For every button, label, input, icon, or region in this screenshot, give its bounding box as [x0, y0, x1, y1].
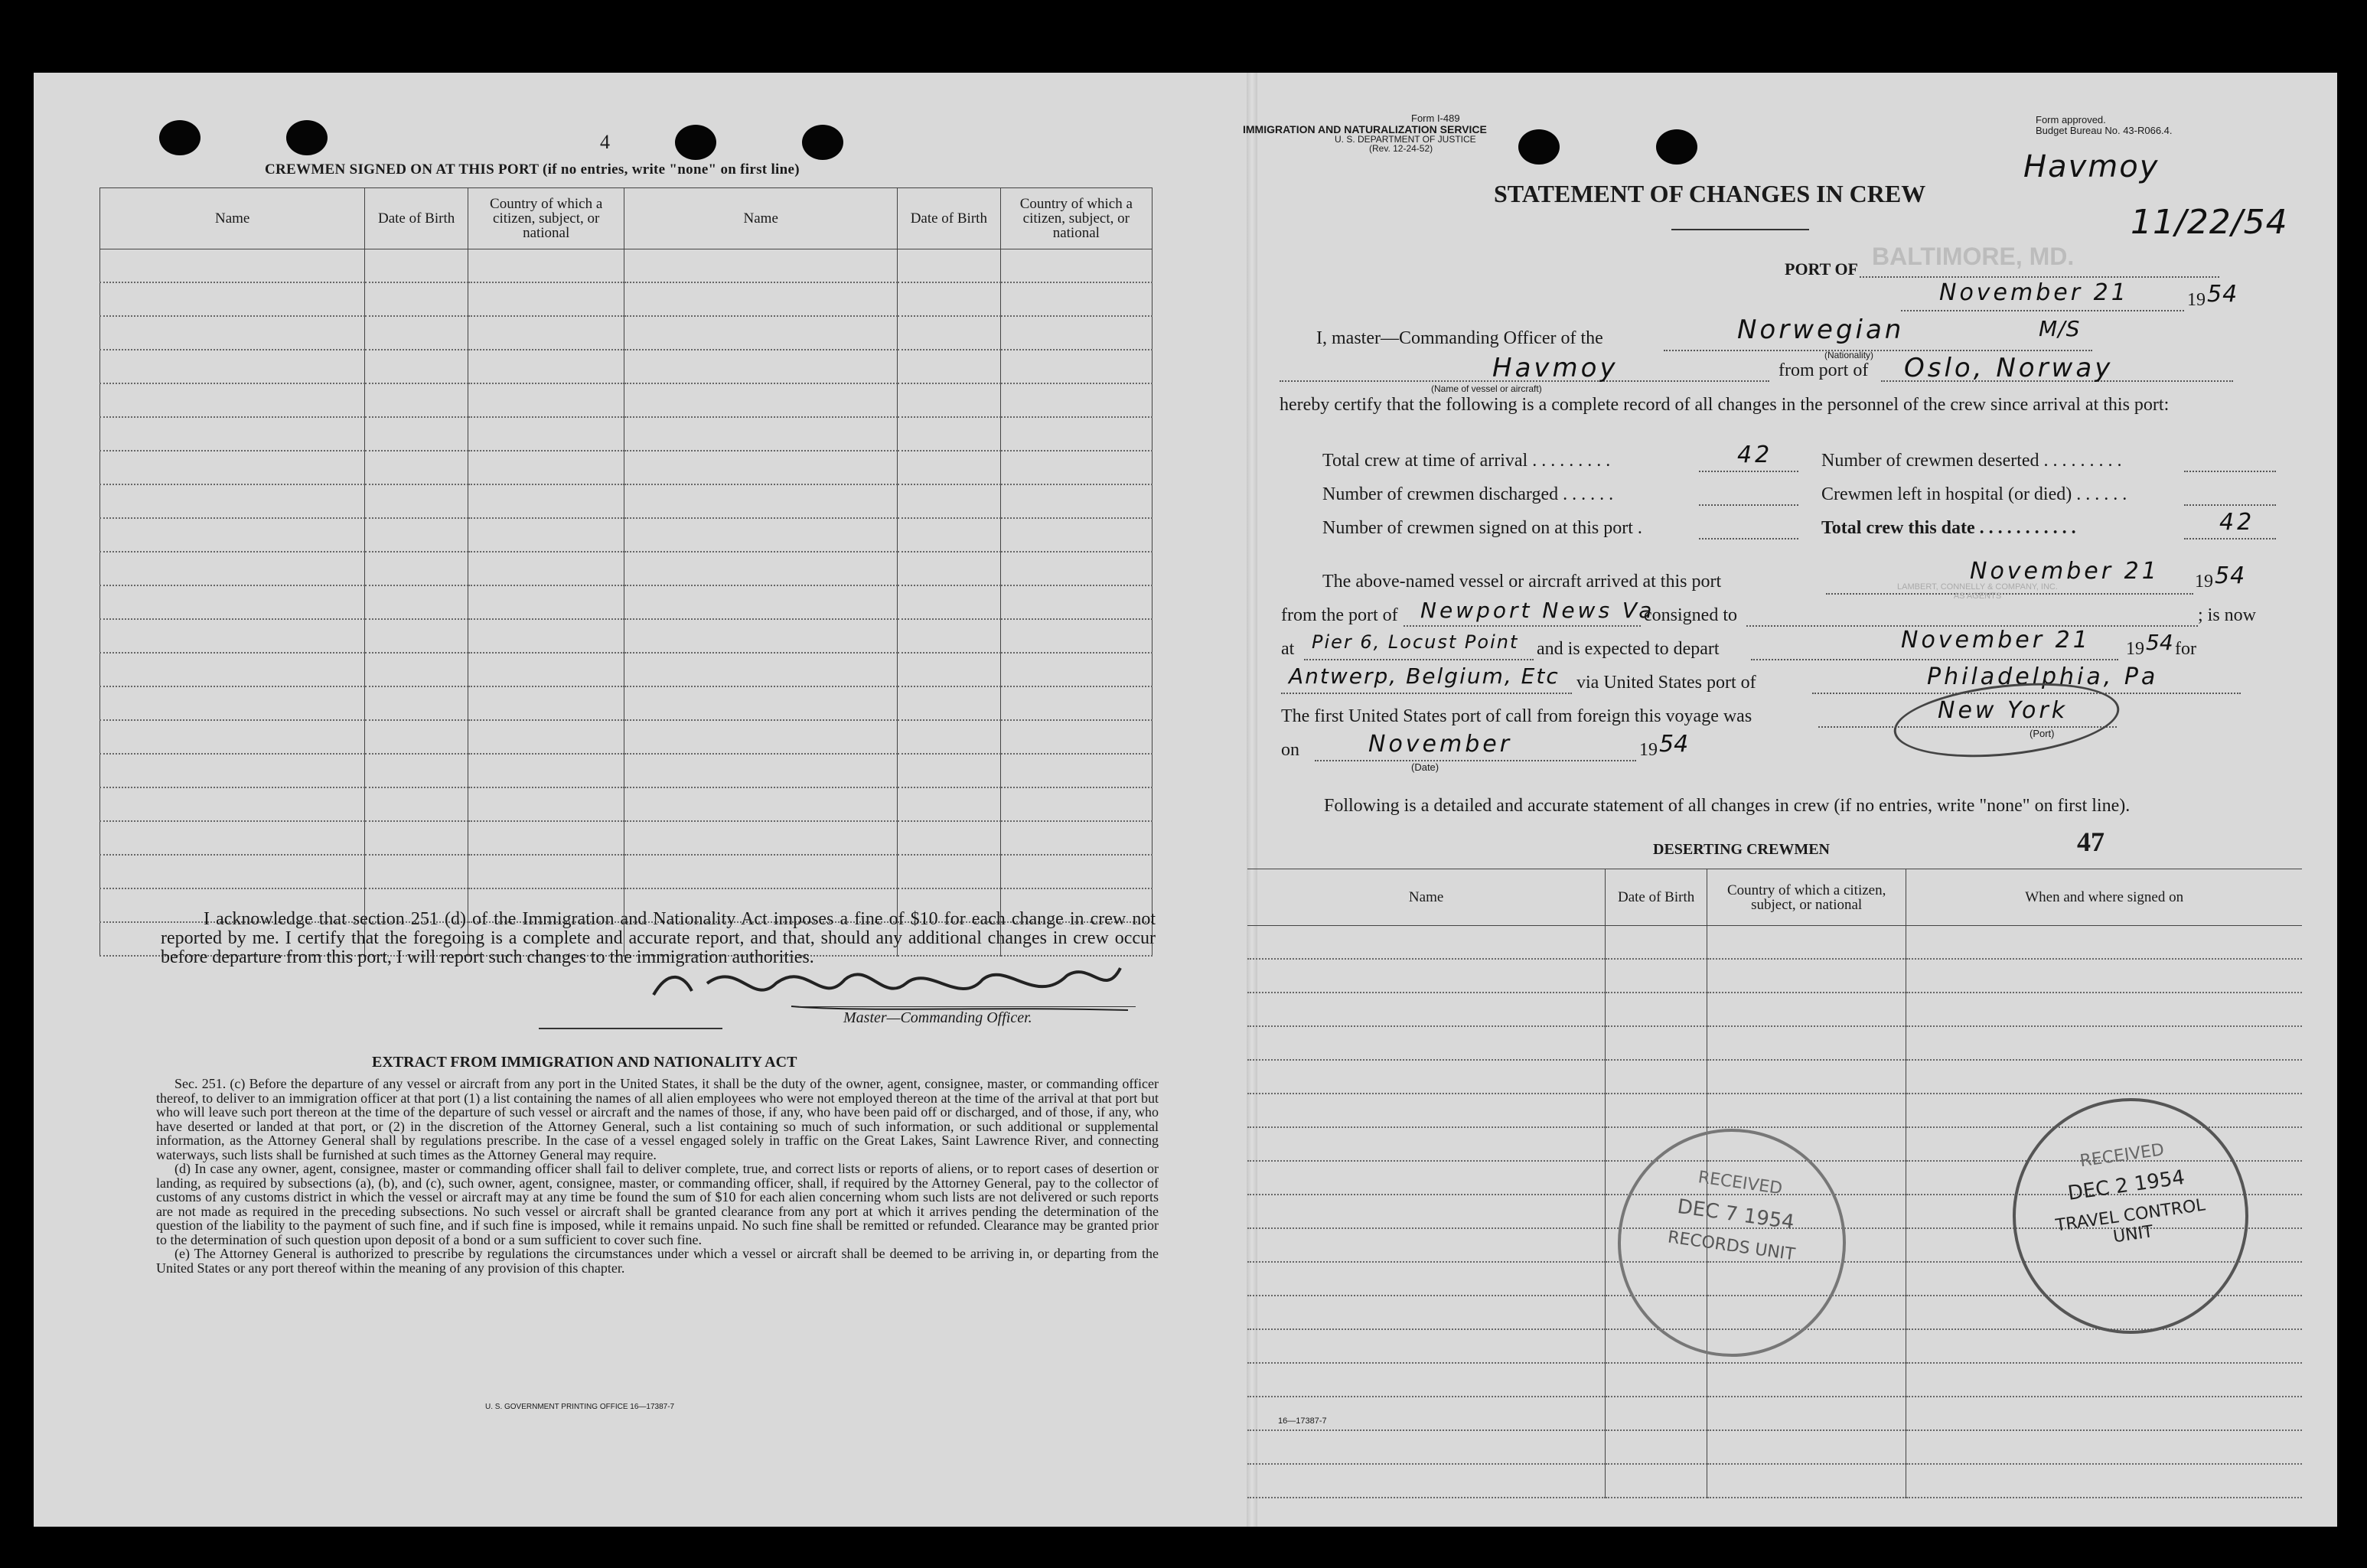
table-row — [1247, 1464, 2302, 1498]
for-label: for — [2175, 639, 2196, 659]
hospital-label: Crewmen left in hospital (or died) . . . . . . — [1821, 484, 2127, 504]
table-row — [100, 316, 1153, 350]
extract-section-e: (e) The Attorney General is authorized to prescribe by regulations the circumstances under which a vessel or aircraft shall be deemed to be arriving in, or departing from the United States or any port thereof within the meaning of any provision of this chapter. — [156, 1246, 1159, 1276]
signed-on-table — [99, 187, 1153, 957]
table-row — [100, 754, 1153, 787]
extract-title: EXTRACT FROM IMMIGRATION AND NATIONALITY ACT — [372, 1054, 797, 1071]
form-title: STATEMENT OF CHANGES IN CREW — [1494, 180, 1926, 207]
col-country: Country of which a citizen, subject, or national — [468, 188, 624, 249]
table-row — [100, 821, 1153, 855]
table-row — [100, 350, 1153, 383]
corner-ship-name: Havmoy — [2023, 149, 2160, 184]
col-signed-on: When and where signed on — [1906, 869, 2302, 926]
right-footer: 16—17387-7 — [1278, 1416, 1327, 1426]
deserted-label: Number of crewmen deserted . . . . . . . . . — [1821, 451, 2122, 471]
year-prefix: 19 — [2187, 290, 2206, 310]
from-the-port-label: from the port of — [1281, 605, 1398, 625]
form-approved: Form approved. — [2036, 114, 2106, 126]
stamp-received-text: RECEIVED — [1697, 1168, 1784, 1199]
table-row — [100, 383, 1153, 417]
signed-on-label: Number of crewmen signed on at this port . — [1322, 518, 1642, 538]
port-caption: (Port) — [2030, 728, 2055, 739]
col-name: Name — [624, 188, 898, 249]
table-row — [1247, 1363, 2302, 1397]
table-row — [100, 855, 1153, 888]
vessel-caption: (Name of vessel or aircraft) — [1431, 383, 1542, 394]
via-label: via United States port of — [1576, 673, 1756, 693]
punch-hole — [802, 125, 843, 160]
discharged-label: Number of crewmen discharged . . . . . . — [1322, 484, 1614, 504]
consigned-label: consigned to — [1644, 605, 1737, 625]
table-row — [100, 249, 1153, 283]
stamp-unit: RECORDS UNIT — [1666, 1227, 1797, 1265]
year-prefix: 19 — [1639, 740, 1658, 760]
left-footer: U. S. GOVERNMENT PRINTING OFFICE 16—17387-7 — [485, 1403, 675, 1411]
total-date-value: 42 — [2219, 509, 2255, 536]
form-number: Form I-489 — [1411, 112, 1460, 124]
document-sheet — [34, 73, 2337, 1527]
col-name: Name — [100, 188, 365, 249]
table-row — [1247, 1430, 2302, 1464]
punch-hole — [1656, 129, 1697, 165]
arrived-year: 54 — [2215, 562, 2246, 589]
stamp-received-text: RECEIVED — [2078, 1140, 2166, 1172]
stamp-unit: TRAVEL CONTROL UNIT — [2054, 1195, 2207, 1247]
depart-label: and is expected to depart — [1537, 639, 1720, 659]
table-row — [100, 282, 1153, 316]
corner-date: 11/22/54 — [2131, 203, 2288, 242]
punch-hole — [675, 125, 716, 160]
col-name: Name — [1247, 869, 1606, 926]
table-row — [100, 787, 1153, 821]
punch-hole — [286, 120, 328, 155]
total-arrival-label: Total crew at time of arrival . . . . . . . . . — [1322, 451, 1611, 471]
table-row — [100, 518, 1153, 552]
extract-section-c: Sec. 251. (c) Before the departure of any vessel or aircraft from any port in the United States, it shall be the duty of the owner, agent, consignee, master, or commanding officer thereof, to deliver to an immigration officer at that port (1) a list containing the names of all alien employees who were not employed thereon at the time of the arrival at that port but who will leave such port thereon at the time of the departure of such vessel or aircraft and the names of those, if any, who have been paid off or discharged, and of those, if any, who have deserted or landed at that port, or (2) in the discretion of the Attorney General, such a list containing so much of such information, or such additional or supplemental information, as the Attorney General shall by regulations prescribe. In the case of a vessel engaged solely in traffic on the Great Lakes, Saint Lawrence River, and connecting waterways, such lists shall be furnished at such times as the Attorney General may require. — [156, 1076, 1159, 1162]
table-row — [100, 585, 1153, 619]
table-row — [100, 417, 1153, 451]
port-of-label: PORT OF — [1785, 259, 1858, 279]
first-port-year: 54 — [1659, 731, 1689, 758]
agent-stamp: LAMBERT, CONNELLY & COMPANY, INC. AS AGENTS — [1897, 582, 2058, 601]
total-date-label: Total crew this date . . . . . . . . . . . — [1821, 518, 2076, 538]
extract-body — [156, 1077, 1159, 1275]
pier-value: Pier 6, Locust Point — [1312, 631, 1519, 653]
table-row — [100, 619, 1153, 653]
table-row — [1247, 1397, 2302, 1430]
col-dob: Date of Birth — [365, 188, 468, 249]
from-port-2-value: Newport News Va — [1420, 598, 1655, 623]
vessel-name: Havmoy — [1492, 353, 1619, 383]
page-number: 4 — [600, 131, 610, 153]
table-row — [1247, 993, 2302, 1026]
via-port-value: Philadelphia, Pa — [1927, 663, 2159, 690]
table-row — [1247, 1026, 2302, 1060]
at-label: at — [1281, 639, 1295, 659]
col-country: Country of which a citizen, subject, or national — [1707, 869, 1906, 926]
punch-hole — [159, 120, 201, 155]
signature-caption: Master—Commanding Officer. — [843, 1009, 1032, 1026]
extract-section-d: (d) In case any owner, agent, consignee, master or commanding officer shall fail to deliver complete, true, and correct lists or reports of aliens, or to report cases of desertion or landing, as required by subsections (a), (b), and (c), such owner, agent, consignee, master, or commanding officer, shall, if required by the Attorney General, pay to the collector of customs of any customs district in which the vessel or aircraft may at any time be found the sum of $10 for each alien concerning whom such lists are not delivered or such reports are not made as required in the preceding subsections. No such vessel or aircraft shall be granted clearance from any port at which it arrives pending the determination of the question of the liability to the payment of such fine, and if such fine is imposed, while it remains unpaid. No such fine shall be remitted or refunded. Clearance may be granted prior to the determination of such question upon deposit of a bond or a sum sufficient to cover such fine. — [156, 1161, 1159, 1247]
table-row — [100, 653, 1153, 686]
first-port-label: The first United States port of call from foreign this voyage was — [1281, 706, 1752, 726]
col-dob: Date of Birth — [1606, 869, 1707, 926]
handwritten-page-number: 47 — [2077, 826, 2105, 857]
arrived-date: November 21 — [1970, 558, 2160, 585]
depart-date: November 21 — [1901, 627, 2091, 654]
following-text: Following is a detailed and accurate statement of all changes in crew (if no entries, write "none" on first line). — [1324, 796, 2131, 816]
arrived-label: The above-named vessel or aircraft arrived at this port — [1322, 572, 1722, 592]
budget-number: Budget Bureau No. 43-R066.4. — [2036, 125, 2173, 136]
first-port-value: New York — [1938, 697, 2069, 724]
destination-value: Antwerp, Belgium, Etc — [1289, 663, 1560, 689]
acknowledgement-text: I acknowledge that section 251 (d) of the Immigration and Nationality Act imposes a fine of $10 for each change in crew not reported by me. I certify that the foregoing is a complete and accurate report, and that, should any additional changes in crew occur before departure from this port, I will report such changes to the immigration authorities. — [161, 909, 1156, 967]
first-port-date: November — [1368, 731, 1513, 758]
total-arrival-value: 42 — [1737, 442, 1773, 468]
table-row — [100, 686, 1153, 720]
col-country: Country of which a citizen, subject, or national — [1000, 188, 1152, 249]
nationality-caption: (Nationality) — [1824, 350, 1874, 360]
table-row — [1247, 959, 2302, 993]
table-row — [100, 720, 1153, 754]
port-stamp: BALTIMORE, MD. — [1872, 243, 2075, 270]
year-prefix: 19 — [2126, 639, 2144, 659]
master-label: I, master—Commanding Officer of the — [1316, 328, 1603, 348]
vessel-type: M/S — [2039, 316, 2081, 341]
col-dob: Date of Birth — [898, 188, 1001, 249]
revision: (Rev. 12-24-52) — [1369, 143, 1433, 154]
is-now-label: ; is now — [2198, 605, 2257, 625]
deserting-crewmen-heading: DESERTING CREWMEN — [1653, 841, 1830, 858]
table-row — [100, 484, 1153, 518]
punch-hole — [1518, 129, 1560, 165]
depart-year: 54 — [2146, 630, 2173, 655]
on-label: on — [1281, 740, 1299, 760]
table-row — [1247, 926, 2302, 960]
date-caption: (Date) — [1411, 761, 1439, 773]
department-name: U. S. DEPARTMENT OF JUSTICE — [1335, 134, 1476, 145]
agency-name: IMMIGRATION AND NATURALIZATION SERVICE — [1243, 123, 1487, 135]
from-port-value: Oslo, Norway — [1904, 353, 2114, 383]
report-date: November 21 — [1939, 279, 2129, 306]
table-row — [1247, 1060, 2302, 1094]
from-port-label: from port of — [1779, 360, 1869, 380]
nationality-value: Norwegian — [1737, 315, 1905, 345]
table-row — [100, 451, 1153, 484]
certify-text: hereby certify that the following is a complete record of all changes in the personnel of the crew since arrival at this port: — [1280, 395, 2170, 415]
crewmen-signed-on-heading: CREWMEN SIGNED ON AT THIS PORT (if no entries, write "none" on first line) — [265, 161, 800, 178]
year-prefix: 19 — [2195, 572, 2213, 592]
table-row — [100, 552, 1153, 585]
stamp-date: DEC 7 1954 — [1675, 1195, 1796, 1234]
report-year: 54 — [2207, 281, 2238, 308]
stamp-date: DEC 2 1954 — [2066, 1165, 2186, 1205]
